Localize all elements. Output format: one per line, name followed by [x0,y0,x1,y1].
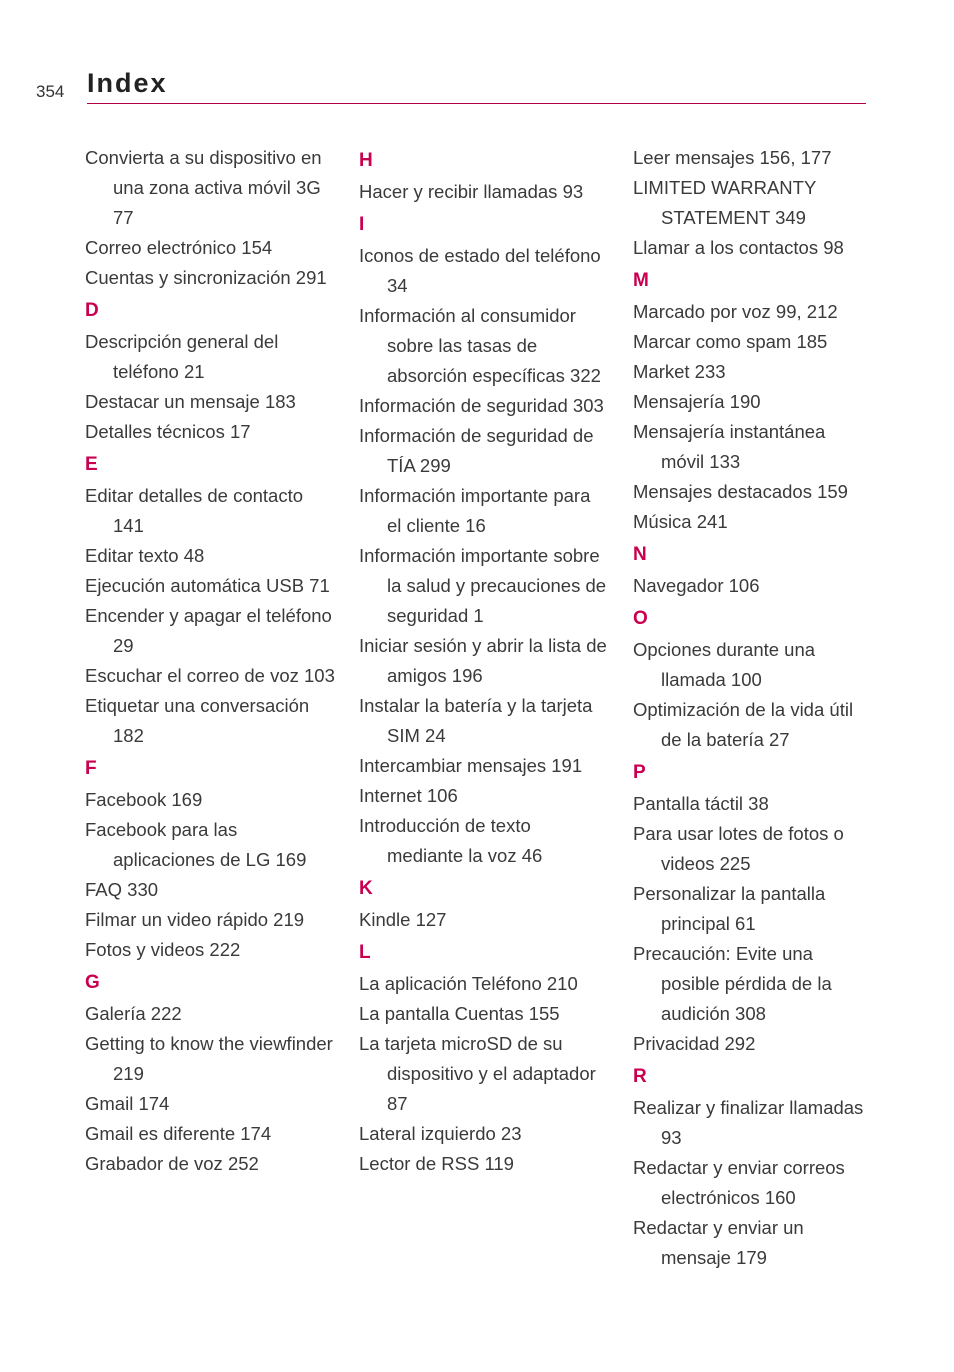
index-letter-heading: I [359,214,365,235]
index-entry: Lector de RSS 119 [359,1153,514,1174]
index-entry: Pantalla táctil 38 [633,793,769,814]
index-entry: Mensajería 190 [633,391,761,412]
index-entry: Información importante sobre la salud y precauciones de seguridad 1 [359,545,607,626]
index-entry: Información de seguridad 303 [359,395,604,416]
index-entry: Escuchar el correo de voz 103 [85,665,335,686]
index-entry: Galería 222 [85,1003,182,1024]
index-entry: LIMITED WARRANTY STATEMENT 349 [633,177,816,228]
index-entry: Descripción general del teléfono 21 [85,331,279,382]
index-letter-heading: E [85,454,98,475]
index-entry: Lateral izquierdo 23 [359,1123,522,1144]
index-letter-heading: P [633,762,646,783]
index-entry: Información importante para el cliente 16 [359,485,591,536]
index-letter-heading: F [85,758,97,779]
index-entry: Introducción de texto mediante la voz 46 [359,815,543,866]
index-entry: Facebook para las aplicaciones de LG 169 [85,819,307,870]
index-entry: Market 233 [633,361,726,382]
index-entry: Privacidad 292 [633,1033,756,1054]
index-entry: FAQ 330 [85,879,159,900]
index-entry: Internet 106 [359,785,458,806]
index-entry: Marcar como spam 185 [633,331,828,352]
index-entry: La aplicación Teléfono 210 [359,973,578,994]
index-entry: Grabador de voz 252 [85,1153,259,1174]
index-entry: Opciones durante una llamada 100 [633,639,816,690]
index-entry: Iconos de estado del teléfono 34 [359,245,601,296]
index-entry: Detalles técnicos 17 [85,421,251,442]
index-column-2 [359,143,609,1179]
page-title: Index [87,68,168,98]
index-entry: Editar detalles de contacto 141 [85,485,304,536]
index-letter-heading: K [359,878,373,899]
index-letter-heading: M [633,270,649,291]
title-rule [87,103,866,104]
index-entry: Filmar un video rápido 219 [85,909,305,930]
index-entry: Información de seguridad de TÍA 299 [359,425,594,476]
index-entry: Fotos y videos 222 [85,939,241,960]
index-entry: Optimización de la vida útil de la batería 27 [633,699,854,750]
index-entry: Convierta a su dispositivo en una zona activa móvil 3G 77 [85,147,322,228]
index-column-3 [633,143,873,1273]
index-entry: Música 241 [633,511,728,532]
index-entry: Gmail 174 [85,1093,170,1114]
page-number: 354 [36,82,65,101]
index-entry: Intercambiar mensajes 191 [359,755,583,776]
index-entry: Navegador 106 [633,575,760,596]
index-entry: Iniciar sesión y abrir la lista de amigos 196 [359,635,607,686]
index-entry: Marcado por voz 99, 212 [633,301,838,322]
index-letter-heading: O [633,608,648,629]
index-column-1 [85,143,335,1179]
index-entry: Precaución: Evite una posible pérdida de la audición 308 [633,943,832,1024]
index-entry: Etiquetar una conversación 182 [85,695,310,746]
index-entry: Facebook 169 [85,789,203,810]
index-entry: Llamar a los contactos 98 [633,237,844,258]
index-entry: Mensajería instantánea móvil 133 [633,421,826,472]
index-letter-heading: G [85,972,100,993]
index-entry: Destacar un mensaje 183 [85,391,296,412]
index-entry: Mensajes destacados 159 [633,481,848,502]
index-entry: Kindle 127 [359,909,447,930]
index-entry: Instalar la batería y la tarjeta SIM 24 [359,695,593,746]
index-entry: Ejecución automática USB 71 [85,575,330,596]
index-entry: Hacer y recibir llamadas 93 [359,181,584,202]
index-entry: Personalizar la pantalla principal 61 [633,883,826,934]
index-entry: La pantalla Cuentas 155 [359,1003,560,1024]
index-entry: Leer mensajes 156, 177 [633,147,832,168]
index-entry: Redactar y enviar un mensaje 179 [633,1217,804,1268]
index-entry: Gmail es diferente 174 [85,1123,272,1144]
index-entry: Getting to know the viewfinder 219 [85,1033,333,1084]
index-letter-heading: N [633,544,647,565]
index-entry: Editar texto 48 [85,545,205,566]
index-letter-heading: L [359,942,371,963]
index-entry: Para usar lotes de fotos o videos 225 [633,823,844,874]
index-entry: Encender y apagar el teléfono 29 [85,605,332,656]
index-entry: La tarjeta microSD de su dispositivo y el adaptador 87 [359,1033,596,1114]
index-letter-heading: R [633,1066,647,1087]
index-entry: Correo electrónico 154 [85,237,273,258]
index-entry: Cuentas y sincronización 291 [85,267,327,288]
index-letter-heading: D [85,300,99,321]
index-letter-heading: H [359,150,373,171]
index-entry: Información al consumidor sobre las tasas de absorción específicas 322 [359,305,601,386]
index-entry: Realizar y finalizar llamadas 93 [633,1097,864,1148]
index-entry: Redactar y enviar correos electrónicos 160 [633,1157,845,1208]
